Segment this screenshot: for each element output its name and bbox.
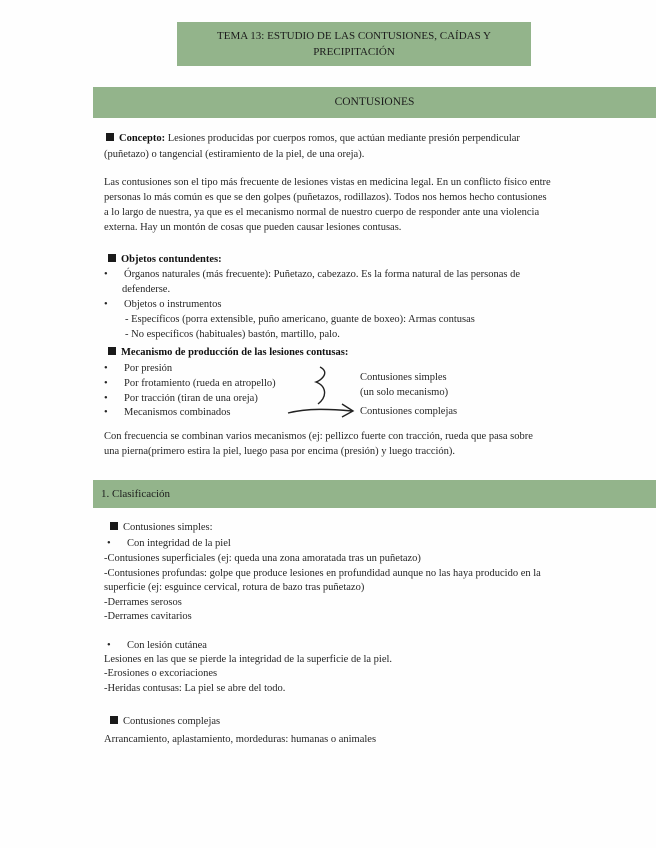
objetos-bullet-1: • Órganos naturales (más frecuente): Puñetazo, cabezazo. Es la forma natural de las personas de (104, 269, 521, 280)
clasificacion-line: -Heridas contusas: La piel se abre del todo. (104, 683, 286, 694)
clasificacion-line: superficie (ej: esguince cervical, rotura de bazo tras puñetazo) (104, 582, 365, 593)
combina-line-2: una pierna(primero estira la piel, luego pasa por encima (presión) y luego tracción). (104, 446, 456, 457)
square-bullet-icon (110, 522, 118, 530)
combina-line-1: Con frecuencia se combinan varios mecanismos (ej: pellizco fuerte con tracción, rueda que pasa sobre (104, 431, 533, 442)
bullet-icon: • (104, 269, 108, 280)
bullet-icon: • (104, 407, 108, 418)
objetos-sub-1: - Específicos (porra extensible, puño americano, guante de boxeo): Armas contusas (125, 314, 475, 325)
square-bullet-icon (108, 347, 116, 355)
arrow-stroke (288, 409, 352, 413)
concepto-line-1 (106, 131, 520, 146)
intro-line-3: a lo largo de nuestra, ya que es el mecanismo normal de nuestro cuerpo de responder ante una violencia (104, 207, 540, 218)
section-heading-contusiones: CONTUSIONES (93, 87, 656, 118)
objetos-bullet-1-cont: defenderse. (122, 284, 171, 295)
concepto-line-2: (puñetazo) o tangencial (estiramiento de la piel, de una oreja). (104, 149, 365, 160)
objetos-sub-2: - No específicos (habituales) bastón, martillo, palo. (125, 329, 340, 340)
intro-line-1: Las contusiones son el tipo más frecuente de lesiones vistas en medicina legal. En un conflicto físico entre (104, 177, 551, 188)
bullet-icon: • (104, 363, 108, 374)
mecanismo-item: • Por presión (104, 363, 173, 374)
clasificacion-line: -Derrames cavitarios (104, 611, 192, 622)
concepto-text: Lesiones producidas por cuerpos romos, que actúan mediante presión perpendicular (165, 133, 520, 144)
clasificacion-line: Lesiones en las que se pierde la integridad de la superficie de la piel. (104, 654, 393, 665)
square-bullet-icon (108, 254, 116, 262)
lesion-bullet: • Con lesión cutánea (107, 640, 207, 651)
mecanismo-item: • Mecanismos combinados (104, 407, 231, 418)
bullet-icon: • (104, 393, 108, 404)
bullet-icon: • (107, 640, 111, 651)
concepto-label: Concepto: (119, 133, 166, 144)
contusiones-simples-label: Contusiones simples (360, 372, 447, 383)
simples-heading: Contusiones simples: (110, 520, 213, 535)
mecanismo-heading: Mecanismo de producción de las lesiones contusas: (108, 345, 348, 360)
square-bullet-icon (106, 133, 114, 141)
intro-line-4: externa. Hay un montón de cosas que pueden causar lesiones contusas. (104, 222, 402, 233)
objetos-heading: Objetos contundentes: (108, 252, 222, 267)
clasificacion-line: -Erosiones o excoriaciones (104, 668, 218, 679)
intro-line-2: personas lo más común es que se den golpes (puñetazos, rodillazos). Todos nos hemos hecho contusiones (104, 192, 547, 203)
clasificacion-line: -Derrames serosos (104, 597, 182, 608)
clasificacion-line: -Contusiones superficiales (ej: queda una zona amoratada tras un puñetazo) (104, 553, 421, 564)
contusiones-simples-note: (un solo mecanismo) (360, 387, 449, 398)
objetos-bullet-2: • Objetos o instrumentos (104, 299, 222, 310)
bullet-icon: • (107, 538, 111, 549)
bullet-icon: • (104, 378, 108, 389)
integridad-bullet: • Con integridad de la piel (107, 538, 231, 549)
square-bullet-icon (110, 716, 118, 724)
mecanismo-item: • Por frotamiento (rueda en atropello) (104, 378, 276, 389)
document-title (177, 22, 531, 66)
complejas-heading: Contusiones complejas (110, 714, 220, 729)
complejas-text: Arrancamiento, aplastamiento, mordeduras: humanas o animales (104, 734, 377, 745)
contusiones-complejas-label: Contusiones complejas (360, 406, 458, 417)
title-line-2: PRECIPITACIÓN (313, 46, 395, 58)
mecanismo-item: • Por tracción (tiran de una oreja) (104, 393, 258, 404)
bullet-icon: • (104, 299, 108, 310)
hand-drawn-arrows-icon (282, 364, 360, 422)
clasificacion-line: -Contusiones profundas: golpe que produce lesiones en profundidad aunque no las haya producido en la (104, 568, 541, 579)
section-heading-clasificacion: 1. Clasificación (93, 480, 656, 508)
title-line-1: TEMA 13: ESTUDIO DE LAS CONTUSIONES, CAÍDAS Y (217, 30, 491, 42)
bracket-stroke (316, 367, 325, 404)
